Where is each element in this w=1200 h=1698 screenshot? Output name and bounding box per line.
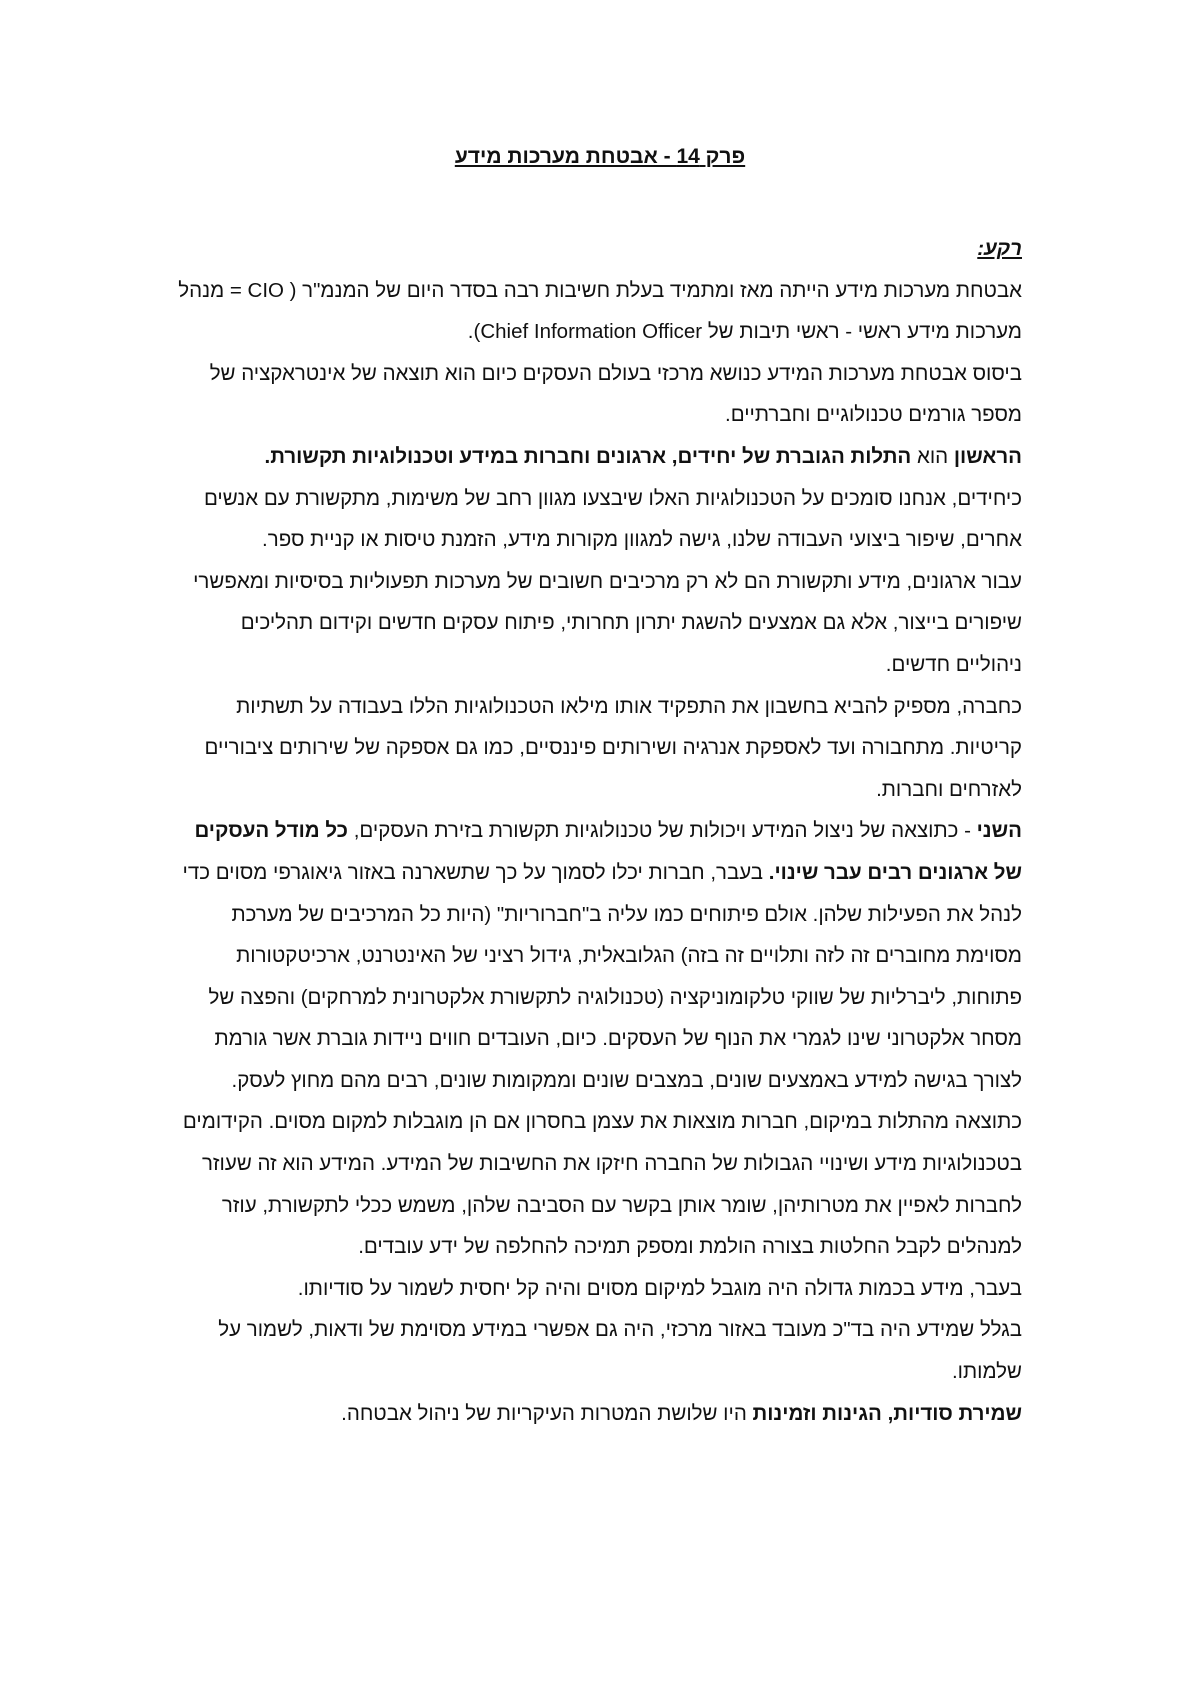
paragraph: בעבר, מידע בכמות גדולה היה מוגבל למיקום מסוים והיה קל יחסית לשמור על סודיותו. <box>297 1276 1022 1300</box>
second-factor-intro: - כתוצאה של ניצול המידע ויכולות של טכנולוגיות תקשורת בזירת העסקים, <box>348 819 977 843</box>
section-label: רקע: <box>977 237 1022 260</box>
document-body <box>178 228 1022 1434</box>
paragraph-first-factor <box>178 436 1022 478</box>
paragraph-security-goals <box>178 1393 1022 1435</box>
second-factor-body: בעבר, חברות יכלו לסמוך על כך שתשארנה באזור גיאוגרפי מסוים כדי לנהל את הפעילות שלהן. אולם פיתוחים כמו עליה ב"חברוריות" (היות כל המרכיבים של מערכת מסוימת מחוברים זה לזה ותלויים זה בזה) הגלובאלית, גידול רציני של האינטרנט, ארכיטקטורות פתוחות, ליברליות של שווקי טלקומוניקציה (טכנולוגיה לתקשורת אלקטרונית למרחקים) והפצה של מסחר אלקטרוני שינו לגמרי את הנוף של העסקים. כיום, העובדים חווים ניידות גוברת אשר גורמת לצורך בגישה למידע באמצעים שונים, במצבים שונים וממקומות שונים, רבים מהם מחוץ לעסק. כתוצאה מהתלות במיקום, חברות מוצאות את עצמן בחסרון אם הן מוגבלות למקום מסוים. הקידומים בטכנולוגיות מידע ושינויי הגבולות של החברה חיזקו את החשיבות של המידע. המידע הוא זה שעוזר לחברות לאפיין את מטרותיהן, שומר אותן בקשר עם הסביבה שלהן, משמש ככלי לתקשורת, עוזר למנהלים לקבל החלטות בצורה הולמת ומספק תמיכה להחלפה של ידע עובדים. <box>182 860 1022 1259</box>
security-goals-body: היו שלושת המטרות העיקריות של ניהול אבטחה. <box>341 1401 753 1425</box>
paragraph: ביסוס אבטחת מערכות המידע כנושא מרכזי בעולם העסקים כיום הוא תוצאה של אינטראקציה של מספר גורמים טכנולוגיים וחברתיים. <box>209 361 1022 427</box>
first-factor-statement: התלות הגוברת של יחידים, ארגונים וחברות במידע וטכנולוגיות תקשורת. <box>264 444 912 468</box>
security-goals-statement: שמירת סודיות, הגינות וזמינות <box>752 1401 1022 1425</box>
first-factor-connector: הוא <box>911 444 954 468</box>
second-factor-lead: השני <box>976 819 1022 843</box>
paragraph: כחברה, מספיק להביא בחשבון את התפקיד אותו מילאו הטכנולוגיות הללו בעבודה על תשתיות קריטיות. מתחבורה ועד לאספקת אנרגיה ושירותים פיננסיים, כמו גם אספקה של שירותים ציבוריים לאזרחים וחברות. <box>204 694 1022 801</box>
chapter-title: פרק 14 - אבטחת מערכות מידע <box>454 145 746 168</box>
paragraph: אבטחת מערכות מידע הייתה מאז ומתמיד בעלת חשיבות רבה בסדר היום של המנמ"ר ( CIO = מנהל מערכות מידע ראשי - ראשי תיבות של Chief Information Officer). <box>178 278 1022 344</box>
paragraph: כיחידים, אנחנו סומכים על הטכנולוגיות האלו שיבצעו מגוון רחב של משימות, מתקשורת עם אנשים אחרים, שיפור ביצועי העבודה שלנו, גישה למגוון מקורות מידע, הזמנת טיסות או קניית ספר. <box>203 486 1022 552</box>
paragraph: בגלל שמידע היה בד"כ מעובד באזור מרכזי, היה גם אפשרי במידע מסוימת של ודאות, לשמור על שלמותו. <box>218 1318 1022 1384</box>
first-factor-lead: הראשון <box>953 444 1022 468</box>
second-factor-statement: כל מודל העסקים של ארגונים רבים עבר שינוי. <box>194 819 1022 884</box>
paragraph: עבור ארגונים, מידע ותקשורת הם לא רק מרכיבים חשובים של מערכות תפעוליות בסיסיות ומאפשרי שיפורים בייצור, אלא גם אמצעים להשגת יתרון תחרותי, פיתוח עסקים חדשים וקידום תהליכים ניהוליים חדשים. <box>193 569 1022 676</box>
paragraph-second-factor <box>178 810 1022 1268</box>
section-label-paragraph <box>178 228 1022 270</box>
